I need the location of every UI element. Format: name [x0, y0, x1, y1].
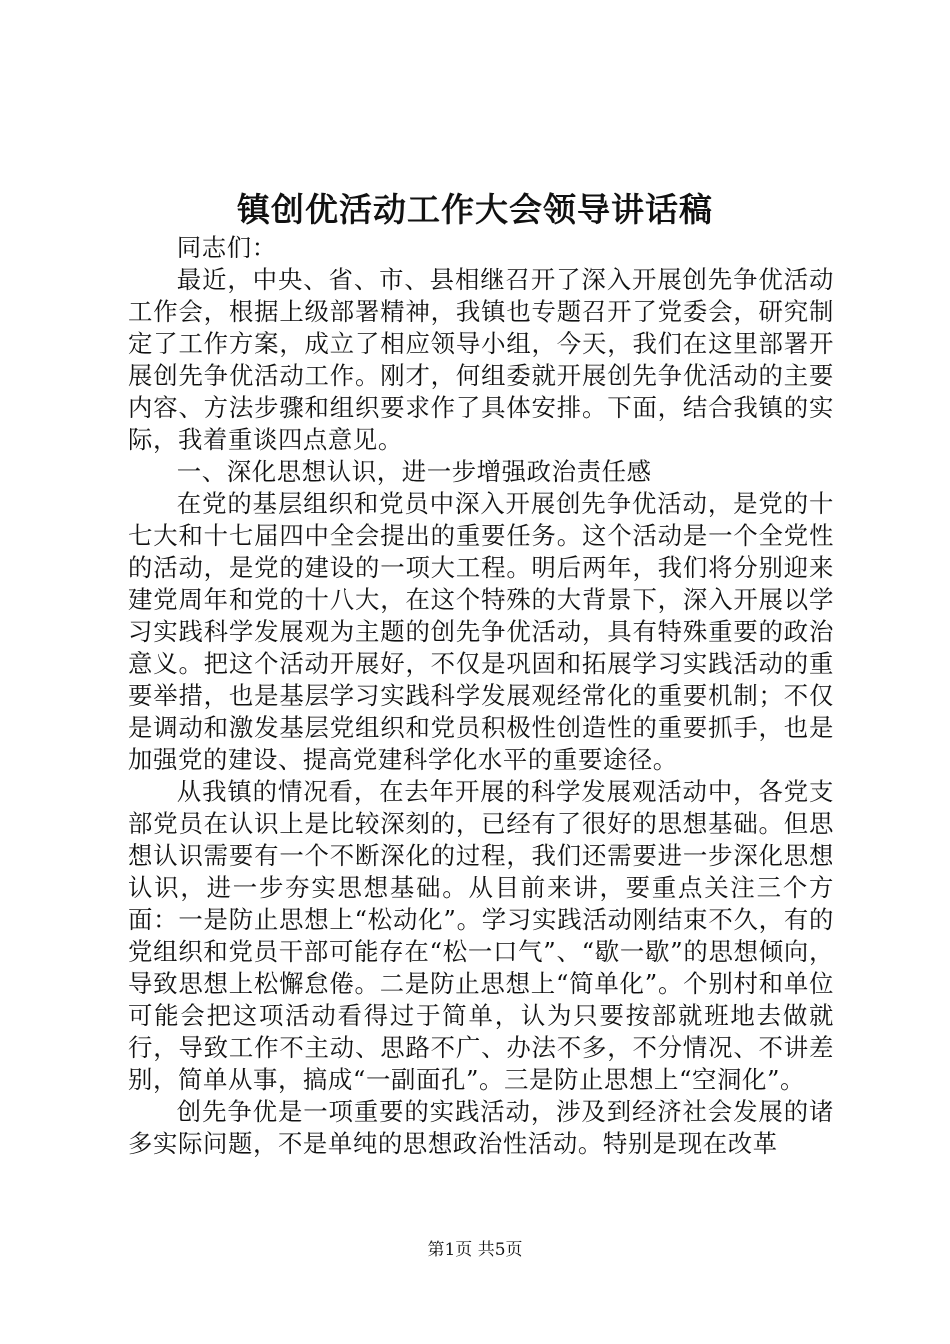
- paragraph-salutation: 同志们：: [176, 233, 277, 262]
- section-heading-1: 一、深化思想认识，进一步增强政治责任感: [176, 457, 652, 486]
- page-number-footer: 第1页 共5页: [427, 1240, 523, 1260]
- paragraph-intro: 最近，中央、省、市、县相继召开了深入开展创先争优活动工作会，根据上级部署精神，我镇也专题召开了党委会，研究制定了工作方案，成立了相应领导小组，今天，我们在这里部署开展创先争优活动工作。刚才，何组委就开展创先争优活动的主要内容、方法步骤和组织要求作了具体安排。下面，结合我镇的实际，我着重谈四点意见。: [128, 265, 834, 454]
- paragraph-practice: 创先争优是一项重要的实践活动，涉及到经济社会发展的诸多实际问题，不是单纯的思想政治性活动。特别是现在改革: [128, 1097, 834, 1158]
- document-title: 镇创优活动工作大会领导讲话稿: [237, 190, 713, 229]
- paragraph-importance: 在党的基层组织和党员中深入开展创先争优活动，是党的十七大和十七届四中全会提出的重要任务。这个活动是一个全党性的活动，是党的建设的一项大工程。明后两年，我们将分别迎来建党周年和党的十八大，在这个特殊的大背景下，深入开展以学习实践科学发展观为主题的创先争优活动，具有特殊重要的政治意义。把这个活动开展好，不仅是巩固和拓展学习实践活动的重要举措，也是基层学习实践科学发展观经常化的重要机制；不仅是调动和激发基层党组织和党员积极性创造性的重要抓手，也是加强党的建设、提高党建科学化水平的重要途径。: [128, 489, 834, 774]
- paragraph-town-situation: 从我镇的情况看，在去年开展的科学发展观活动中，各党支部党员在认识上是比较深刻的，已经有了很好的思想基础。但思想认识需要有一个不断深化的过程，我们还需要进一步深化思想认识，进一步夯实思想基础。从目前来讲，要重点关注三个方面：一是防止思想上“松动化”。学习实践活动刚结束不久，有的党组织和党员干部可能存在“松一口气”、“歇一歇”的思想倾向，导致思想上松懈怠倦。二是防止思想上“简单化”。个别村和单位可能会把这项活动看得过于简单，认为只要按部就班地去做就行，导致工作不主动、思路不广、办法不多，不分情况、不讲差别，简单从事，搞成“一副面孔”。三是防止思想上“空洞化”。: [128, 777, 834, 1094]
- document-body: [128, 232, 834, 1160]
